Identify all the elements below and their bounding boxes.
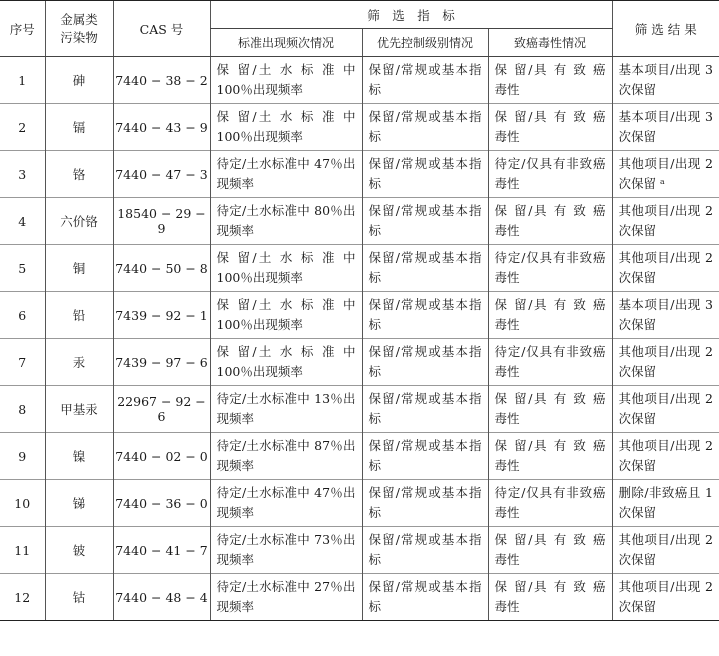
table-row — [0, 433, 719, 480]
cell-freq: 保 留/土 水 标 准 中 100％出现频率 — [210, 104, 362, 151]
cell-result: 基本项目/出现 3 次保留 — [612, 292, 719, 339]
cell-seq: 10 — [0, 480, 45, 527]
table-row — [0, 245, 719, 292]
table-row — [0, 57, 719, 104]
cell-priority: 保留/常规或基本指标 — [362, 339, 488, 386]
table-row — [0, 480, 719, 527]
table-row — [0, 574, 719, 621]
cell-cas: 7440 − 48 − 4 — [113, 574, 210, 621]
cell-cas: 7439 − 92 − 1 — [113, 292, 210, 339]
cell-priority: 保留/常规或基本指标 — [362, 198, 488, 245]
cell-seq: 3 — [0, 151, 45, 198]
header-carcino: 致癌毒性情况 — [488, 29, 612, 57]
cell-metal: 六价铬 — [45, 198, 113, 245]
cell-metal: 铜 — [45, 245, 113, 292]
cell-cas: 22967 − 92 − 6 — [113, 386, 210, 433]
cell-seq: 2 — [0, 104, 45, 151]
cell-result: 其他项目/出现 2 次保留 — [612, 339, 719, 386]
header-cas: CAS 号 — [113, 1, 210, 57]
cell-result: 其他项目/出现 2 次保留 — [612, 574, 719, 621]
cell-result: 基本项目/出现 3 次保留 — [612, 104, 719, 151]
cell-seq: 5 — [0, 245, 45, 292]
table-row — [0, 386, 719, 433]
cell-metal: 甲基汞 — [45, 386, 113, 433]
cell-freq: 保 留/土 水 标 准 中 100％出现频率 — [210, 57, 362, 104]
cell-carcino: 待定/仅具有非致癌毒性 — [488, 151, 612, 198]
cell-freq: 待定/土水标准中 47％出现频率 — [210, 480, 362, 527]
cell-priority: 保留/常规或基本指标 — [362, 480, 488, 527]
cell-metal: 铍 — [45, 527, 113, 574]
cell-cas: 7440 − 50 − 8 — [113, 245, 210, 292]
cell-freq: 保 留/土 水 标 准 中 100％出现频率 — [210, 339, 362, 386]
table-row — [0, 151, 719, 198]
table-row — [0, 527, 719, 574]
header-metal: 金属类 污染物 — [45, 1, 113, 57]
cell-cas: 7439 − 97 − 6 — [113, 339, 210, 386]
cell-freq: 保 留/土 水 标 准 中 100％出现频率 — [210, 292, 362, 339]
cell-seq: 12 — [0, 574, 45, 621]
cell-carcino: 保 留/具 有 致 癌 毒性 — [488, 57, 612, 104]
cell-priority: 保留/常规或基本指标 — [362, 104, 488, 151]
cell-seq: 6 — [0, 292, 45, 339]
table-row — [0, 292, 719, 339]
cell-freq: 保 留/土 水 标 准 中 100％出现频率 — [210, 245, 362, 292]
cell-priority: 保留/常规或基本指标 — [362, 433, 488, 480]
cell-result: 其他项目/出现 2 次保留 — [612, 198, 719, 245]
cell-carcino: 保 留/具 有 致 癌 毒性 — [488, 292, 612, 339]
cell-metal: 镍 — [45, 433, 113, 480]
cell-priority: 保留/常规或基本指标 — [362, 292, 488, 339]
cell-carcino: 保 留/具 有 致 癌 毒性 — [488, 104, 612, 151]
cell-metal: 镉 — [45, 104, 113, 151]
cell-carcino: 保 留/具 有 致 癌 毒性 — [488, 574, 612, 621]
cell-freq: 待定/土水标准中 13％出现频率 — [210, 386, 362, 433]
cell-result: 其他项目/出现 2 次保留 — [612, 527, 719, 574]
table-header — [0, 1, 719, 57]
cell-result: 其他项目/出现 2 次保留 ᵃ — [612, 151, 719, 198]
cell-result: 其他项目/出现 2 次保留 — [612, 386, 719, 433]
cell-metal: 锑 — [45, 480, 113, 527]
cell-carcino: 待定/仅具有非致癌毒性 — [488, 480, 612, 527]
cell-metal: 钴 — [45, 574, 113, 621]
cell-carcino: 保 留/具 有 致 癌 毒性 — [488, 433, 612, 480]
header-priority: 优先控制级别情况 — [362, 29, 488, 57]
cell-seq: 4 — [0, 198, 45, 245]
cell-cas: 18540 − 29 − 9 — [113, 198, 210, 245]
cell-result: 其他项目/出现 2 次保留 — [612, 433, 719, 480]
table-row — [0, 104, 719, 151]
cell-cas: 7440 − 43 − 9 — [113, 104, 210, 151]
header-freq: 标准出现频次情况 — [210, 29, 362, 57]
cell-seq: 8 — [0, 386, 45, 433]
cell-priority: 保留/常规或基本指标 — [362, 527, 488, 574]
cell-metal: 铬 — [45, 151, 113, 198]
cell-freq: 待定/土水标准中 87％出现频率 — [210, 433, 362, 480]
header-criteria: 筛 选 指 标 — [210, 1, 612, 29]
table-body — [0, 57, 719, 621]
table-row — [0, 339, 719, 386]
header-seq: 序号 — [0, 1, 45, 57]
cell-seq: 1 — [0, 57, 45, 104]
cell-freq: 待定/土水标准中 80％出现频率 — [210, 198, 362, 245]
cell-metal: 铅 — [45, 292, 113, 339]
cell-priority: 保留/常规或基本指标 — [362, 57, 488, 104]
cell-carcino: 待定/仅具有非致癌毒性 — [488, 339, 612, 386]
cell-metal: 汞 — [45, 339, 113, 386]
cell-metal: 砷 — [45, 57, 113, 104]
cell-seq: 9 — [0, 433, 45, 480]
cell-cas: 7440 − 02 − 0 — [113, 433, 210, 480]
header-result: 筛 选 结 果 — [612, 1, 719, 57]
cell-freq: 待定/土水标准中 27％出现频率 — [210, 574, 362, 621]
cell-seq: 11 — [0, 527, 45, 574]
cell-cas: 7440 − 47 − 3 — [113, 151, 210, 198]
cell-seq: 7 — [0, 339, 45, 386]
cell-priority: 保留/常规或基本指标 — [362, 386, 488, 433]
cell-cas: 7440 − 38 − 2 — [113, 57, 210, 104]
cell-freq: 待定/土水标准中 47％出现频率 — [210, 151, 362, 198]
cell-result: 基本项目/出现 3 次保留 — [612, 57, 719, 104]
table-row — [0, 198, 719, 245]
cell-carcino: 保 留/具 有 致 癌 毒性 — [488, 527, 612, 574]
cell-result: 其他项目/出现 2 次保留 — [612, 245, 719, 292]
cell-result: 删除/非致癌且 1 次保留 — [612, 480, 719, 527]
cell-priority: 保留/常规或基本指标 — [362, 574, 488, 621]
cell-cas: 7440 − 41 − 7 — [113, 527, 210, 574]
cell-priority: 保留/常规或基本指标 — [362, 151, 488, 198]
cell-carcino: 待定/仅具有非致癌毒性 — [488, 245, 612, 292]
cell-priority: 保留/常规或基本指标 — [362, 245, 488, 292]
cell-cas: 7440 − 36 − 0 — [113, 480, 210, 527]
cell-freq: 待定/土水标准中 73％出现频率 — [210, 527, 362, 574]
cell-carcino: 保 留/具 有 致 癌 毒性 — [488, 198, 612, 245]
cell-carcino: 保 留/具 有 致 癌 毒性 — [488, 386, 612, 433]
